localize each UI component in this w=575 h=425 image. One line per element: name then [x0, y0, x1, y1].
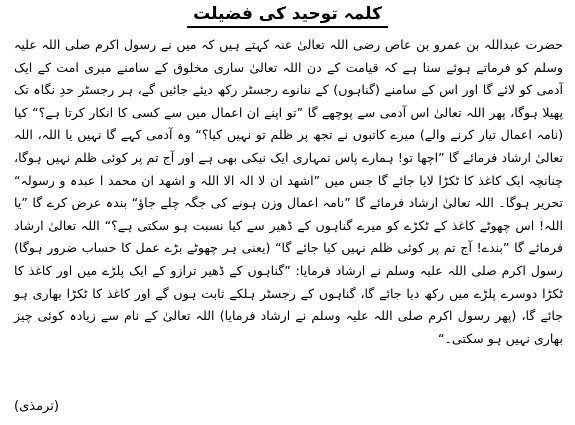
hadith-paragraph: حضرت عبداللہ بن عمرو بن عاص رضی اللہ تعالیٰ عنہ کہتے ہیں کہ میں نے رسول اکرم صلی اللہ علیہ وسلم کو فرماتے ہوئے سنا ہے کہ قیامت کے دن اللہ تعالیٰ ساری مخلوق کے سامنے میری امت کے ایک آدمی کو لائے گا اور اس کے سامنے (گناہوں) کے ننانوے رجسٹر رکھ دیئے جائیں گے، ہر رجسٹر حدِ نگاہ تک پھیلا ہوگا، پھر اللہ تعالیٰ اس آدمی سے پوچھے گا ”تو اپنے ان اعمال میں سے کسی کا انکار کرتا ہے؟“ کیا (نامہ اعمال تیار کرنے والے) میرے کاتبوں نے تجھ پر ظلم تو نہیں کیا؟“ وہ آدمی کہے گا نہیں یا اللہ، اللہ تعالیٰ ارشاد فرمائے گا ”اچھا تو! ہمارے پاس تمہاری ایک نیکی بھی ہے اور آج تم پر کوئی ظلم نہیں ہوگا، چنانچہ ایک کاغذ کا ٹکڑا لایا جائے گا جس میں ”اشھد ان لا الہ الا اللہ و اشھد ان محمد ا عبدہ و رسولہ“ تحریر ہوگا۔ اللہ تعالیٰ ارشاد فرمائے گا ”نامہ اعمال وزن ہونے کی جگہ چلے جاؤ“ بندہ عرض کرے گا ”یا اللہ! اس چھوٹے کاغذ کے ٹکڑے کو میرے گناہوں کے ڈھیر سے کیا نسبت ہو سکتی ہے؟“ اللہ تعالیٰ ارشاد فرمائے گا ”بندے! آج تم پر کوئی ظلم نہیں کیا جائے گا“ (یعنی ہر چھوٹے بڑے عمل کا حساب ضرور ہوگا) رسول اکرم صلی اللہ علیہ وسلم نے ارشاد فرمایا: ”گناہوں کے ڈھیر ترازو کے ایک پلڑے میں اور کاغذ کا ٹکڑا دوسرے پلڑے میں رکھ دیا جائے گا، گناہوں کے رجسٹر ہلکے ثابت ہوں گے اور کاغذ کا ٹکڑا بھاری ہو جائے گا، (پھر رسول اکرم صلی اللہ علیہ وسلم نے ارشاد فرمایا) اللہ تعالیٰ کے نام سے زیادہ کوئی چیز بھاری نہیں ہو سکتی۔“	[14, 37, 563, 346]
page-title-text: کلمہ توحید کی فضیلت	[187, 2, 388, 28]
source-reference: (ترمذی)	[14, 399, 59, 414]
page-title	[0, 2, 575, 28]
